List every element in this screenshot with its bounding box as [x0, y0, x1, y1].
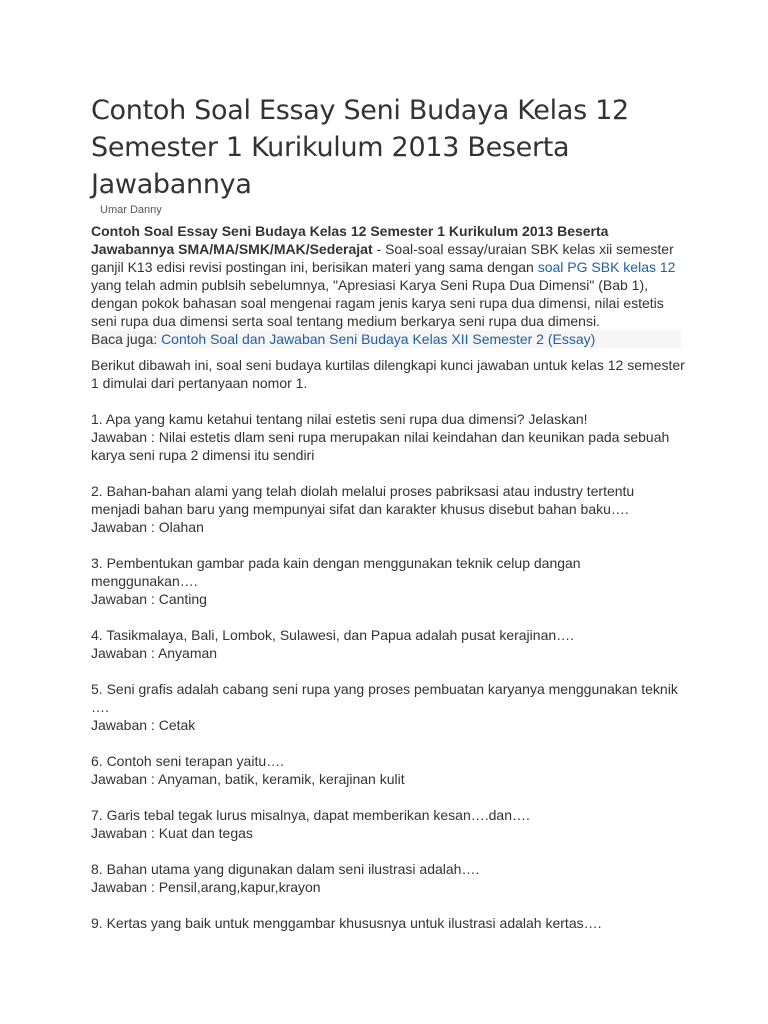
baca-juga-link[interactable]: Contoh Soal dan Jawaban Seni Budaya Kelas XII Semester 2 (Essay)	[161, 331, 596, 347]
question-item	[91, 914, 687, 932]
question-text: 3. Pembentukan gambar pada kain dengan menggunakan teknik celup dangan menggunakan….	[91, 555, 581, 589]
question-text: 8. Bahan utama yang digunakan dalam seni ilustrasi adalah….	[91, 861, 480, 877]
lead-paragraph: Berikut dibawah ini, soal seni budaya kurtilas dilengkapi kunci jawaban untuk kelas 12 semester 1 dimulai dari pertanyaan nomor 1.	[91, 357, 685, 391]
question-item	[91, 752, 687, 788]
question-text: 9. Kertas yang baik untuk menggambar khususnya untuk ilustrasi adalah kertas….	[91, 915, 602, 931]
question-item	[91, 806, 687, 842]
answer-text: Jawaban : Pensil,arang,kapur,krayon	[91, 879, 321, 895]
question-item	[91, 482, 687, 536]
question-text: 1. Apa yang kamu ketahui tentang nilai estetis seni rupa dua dimensi? Jelaskan!	[91, 411, 588, 427]
baca-juga-label: Baca juga:	[91, 331, 162, 347]
article	[91, 92, 687, 932]
article-title: Contoh Soal Essay Seni Budaya Kelas 12 Semester 1 Kurikulum 2013 Beserta Jawabannya	[91, 95, 629, 200]
answer-text: Jawaban : Olahan	[91, 519, 204, 535]
intro-text-1: - Soal-soal essay/uraian SBK kelas xii semester ganjil K13 edisi revisi postingan ini, berisikan materi yang sama dengan	[91, 241, 674, 275]
intro-paragraph	[91, 222, 687, 330]
question-text: 5. Seni grafis adalah cabang seni rupa yang proses pembuatan karyanya menggunakan teknik ….	[91, 681, 678, 715]
answer-text: Jawaban : Anyaman	[91, 645, 218, 661]
question-item	[91, 860, 687, 896]
question-item	[91, 410, 687, 464]
intro-text-2: yang telah admin publsih sebelumnya, "Apresiasi Karya Seni Rupa Dua Dimensi" (Bab 1), dengan pokok bahasan soal mengenai ragam jenis karya seni rupa dua dimensi, nilai estetis seni rupa dua dimensi serta soal tentang medium berkarya seni rupa dua dimensi.	[91, 277, 664, 329]
answer-text: Jawaban : Anyaman, batik, keramik, kerajinan kulit	[91, 771, 405, 787]
intro-bold-lead: Contoh Soal Essay Seni Budaya Kelas 12 Semester 1 Kurikulum 2013 Beserta Jawabannya SMA/MA/SMK/MAK/Sederajat	[91, 223, 609, 257]
link-soal-pg-sbk[interactable]: soal PG SBK kelas 12	[537, 259, 676, 275]
question-text: 6. Contoh seni terapan yaitu….	[91, 753, 285, 769]
question-text: 7. Garis tebal tegak lurus misalnya, dapat memberikan kesan….dan….	[91, 807, 530, 823]
question-text: 2. Bahan-bahan alami yang telah diolah melalui proses pabriksasi atau industry tertentu menjadi bahan baru yang mempunyai sifat dan karakter khusus disebut bahan baku….	[91, 483, 635, 517]
question-item	[91, 626, 687, 662]
answer-text: Jawaban : Nilai estetis dlam seni rupa merupakan nilai keindahan dan keunikan pada sebuah karya seni rupa 2 dimensi itu sendiri	[91, 429, 670, 463]
answer-text: Jawaban : Kuat dan tegas	[91, 825, 253, 841]
answer-text: Jawaban : Canting	[91, 591, 207, 607]
question-item	[91, 680, 687, 734]
question-item	[91, 554, 687, 608]
baca-juga	[91, 330, 681, 348]
question-text: 4. Tasikmalaya, Bali, Lombok, Sulawesi, dan Papua adalah pusat kerajinan….	[91, 627, 575, 643]
question-list	[91, 410, 687, 932]
answer-text: Jawaban : Cetak	[91, 717, 196, 733]
author-name: Umar Danny	[100, 204, 162, 216]
